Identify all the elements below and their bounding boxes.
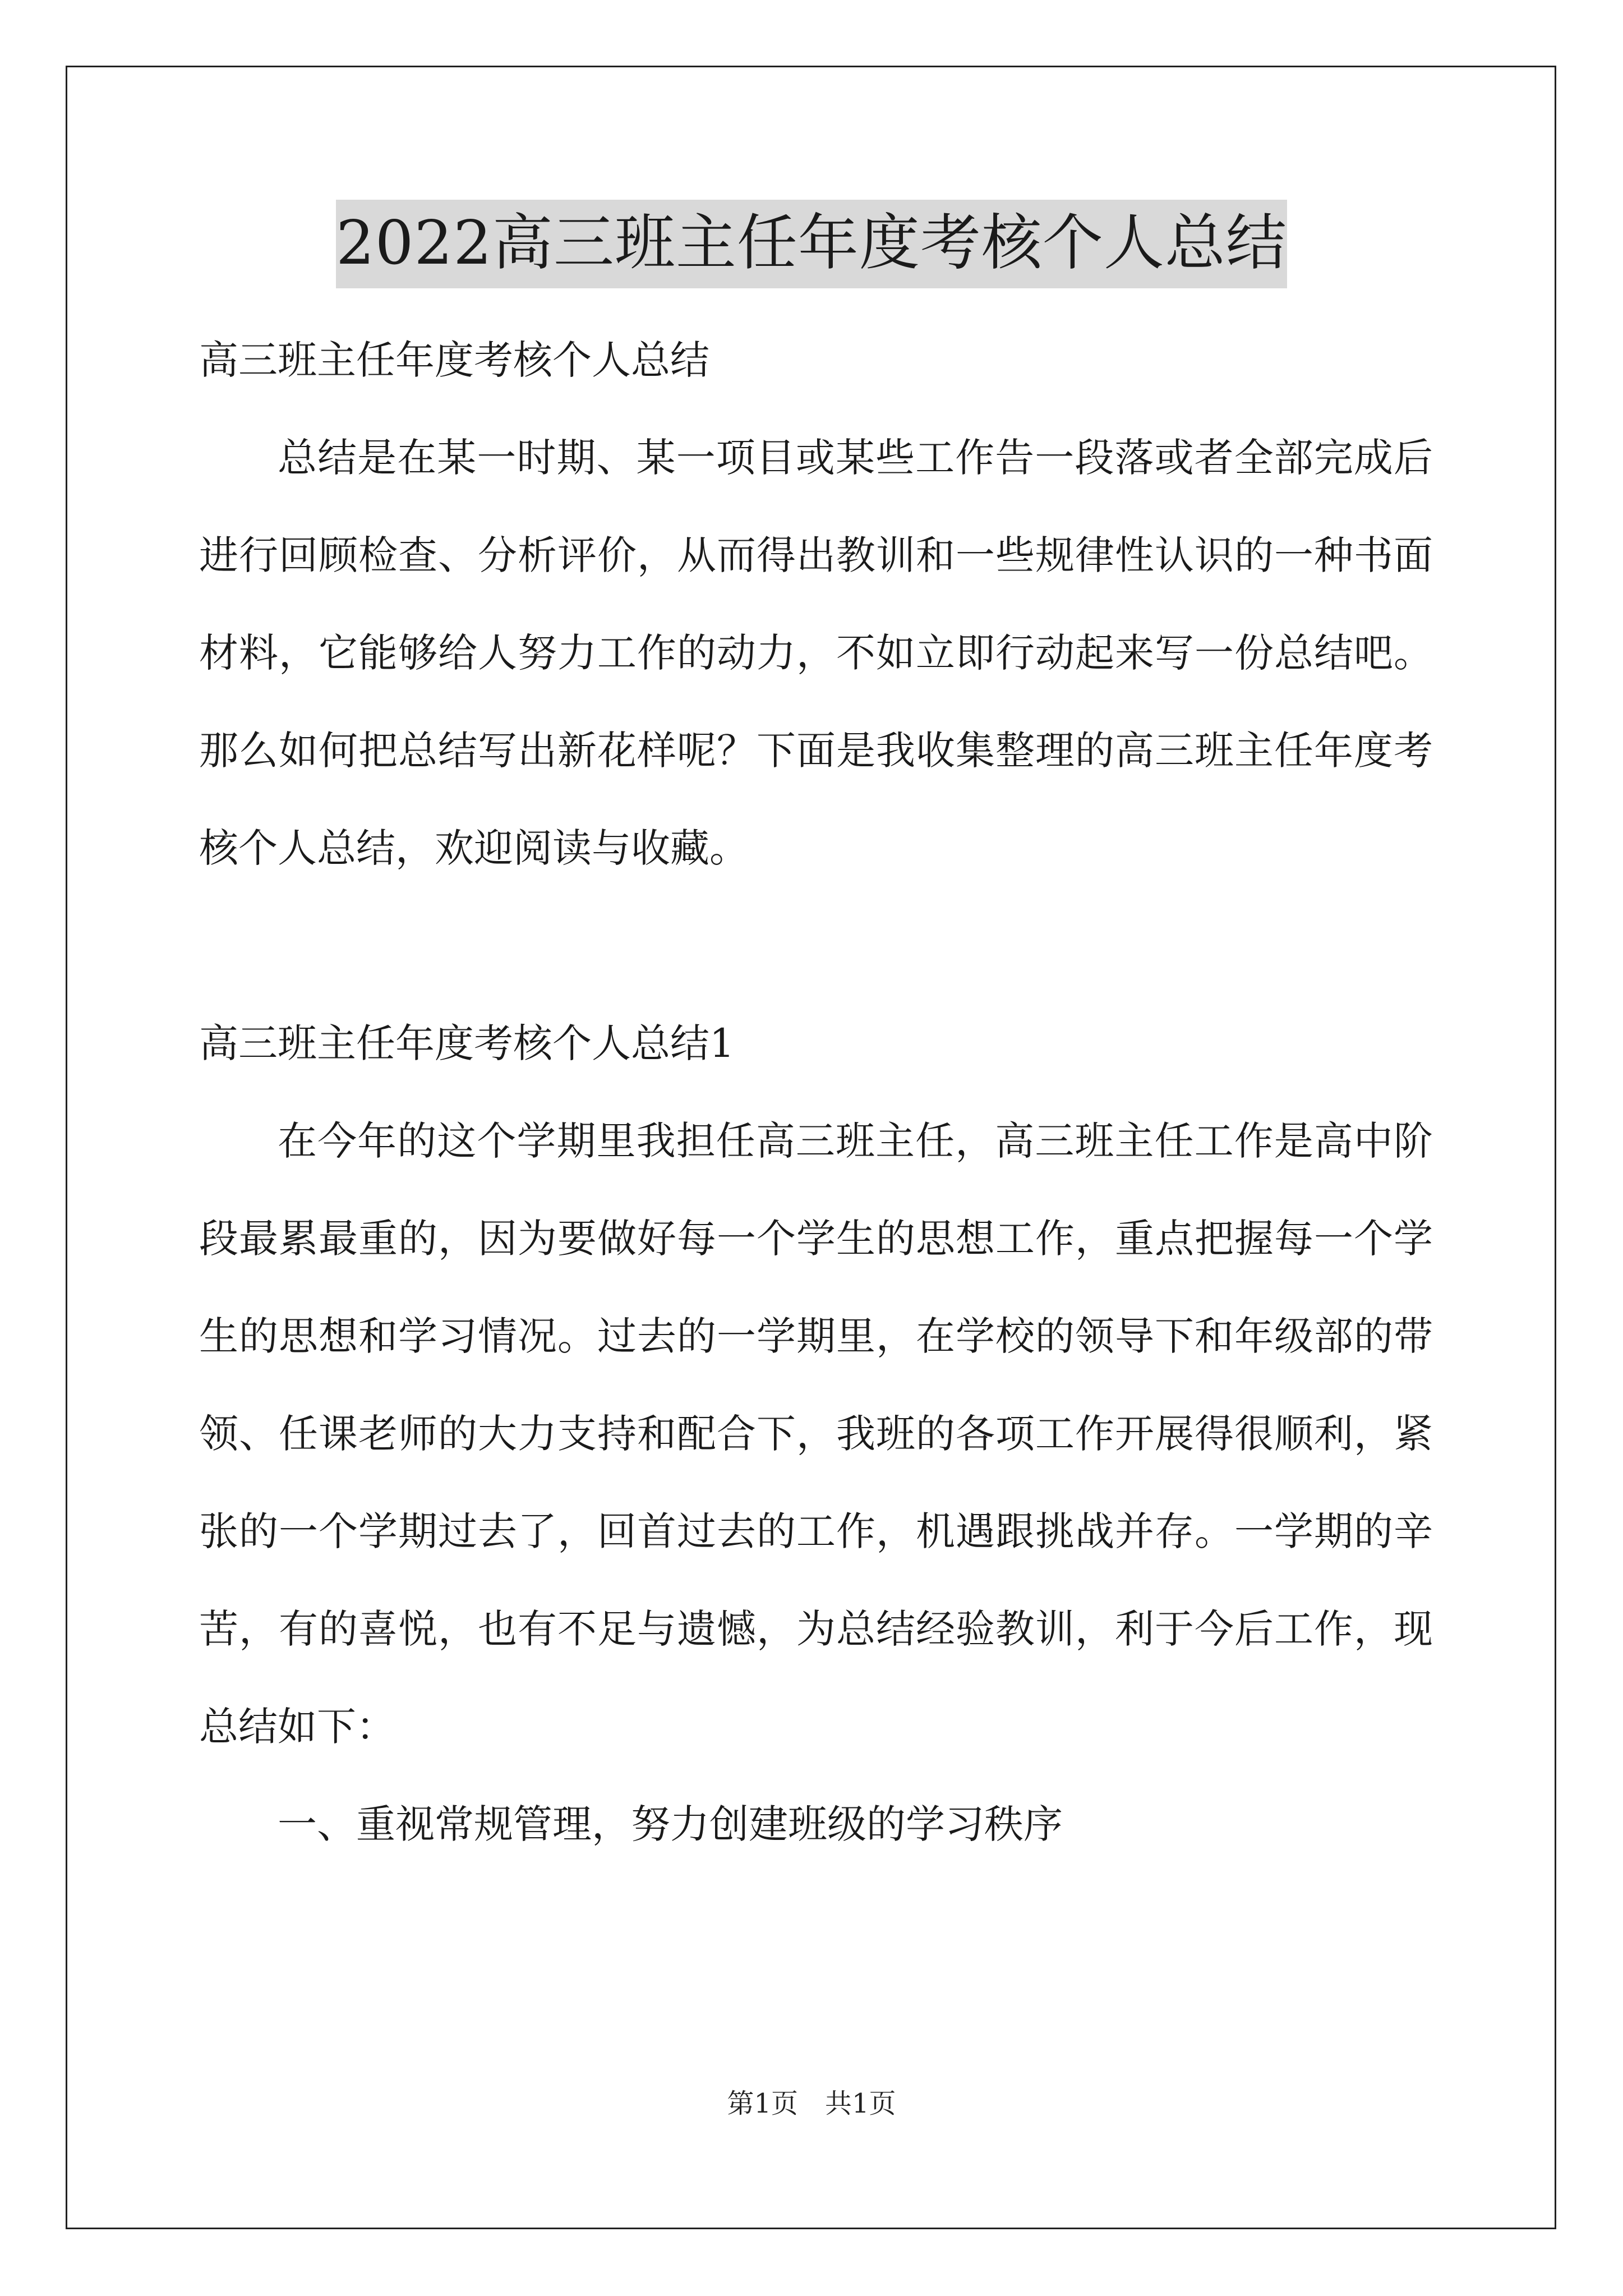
- section-heading: 高三班主任年度考核个人总结1: [199, 1020, 735, 1066]
- title-container: [0, 200, 1623, 288]
- page-number: 第1页: [727, 2088, 798, 2119]
- document-body: [199, 311, 1433, 1873]
- section-paragraph: 在今年的这个学期里我担任高三班主任，高三班主任工作是高中阶段最累最重的，因为要做好每一个学生的思想工作，重点把握每一个学生的思想和学习情况。过去的一学期里，在学校的领导下和年级部的带领、任课老师的大力支持和配合下，我班的各项工作开展得很顺利，紧张的一个学期过去了，回首过去的工作，机遇跟挑战并存。一学期的辛苦，有的喜悦，也有不足与遗憾，为总结经验教训，利于今后工作，现总结如下：: [199, 1118, 1433, 1750]
- spacer: [199, 897, 1433, 995]
- document-subtitle: 高三班主任年度考核个人总结: [199, 337, 709, 383]
- document-title: 2022高三班主任年度考核个人总结: [336, 200, 1287, 288]
- page-footer: [0, 2087, 1623, 2120]
- point-heading: 一、重视常规管理，努力创建班级的学习秩序: [278, 1801, 1063, 1847]
- page-total: 共1页: [825, 2088, 896, 2119]
- intro-paragraph: 总结是在某一时期、某一项目或某些工作告一段落或者全部完成后进行回顾检查、分析评价，从而得出教训和一些规律性认识的一种书面材料，它能够给人努力工作的动力，不如立即行动起来写一份总结吧。那么如何把总结写出新花样呢？下面是我收集整理的高三班主任年度考核个人总结，欢迎阅读与收藏。: [199, 435, 1433, 871]
